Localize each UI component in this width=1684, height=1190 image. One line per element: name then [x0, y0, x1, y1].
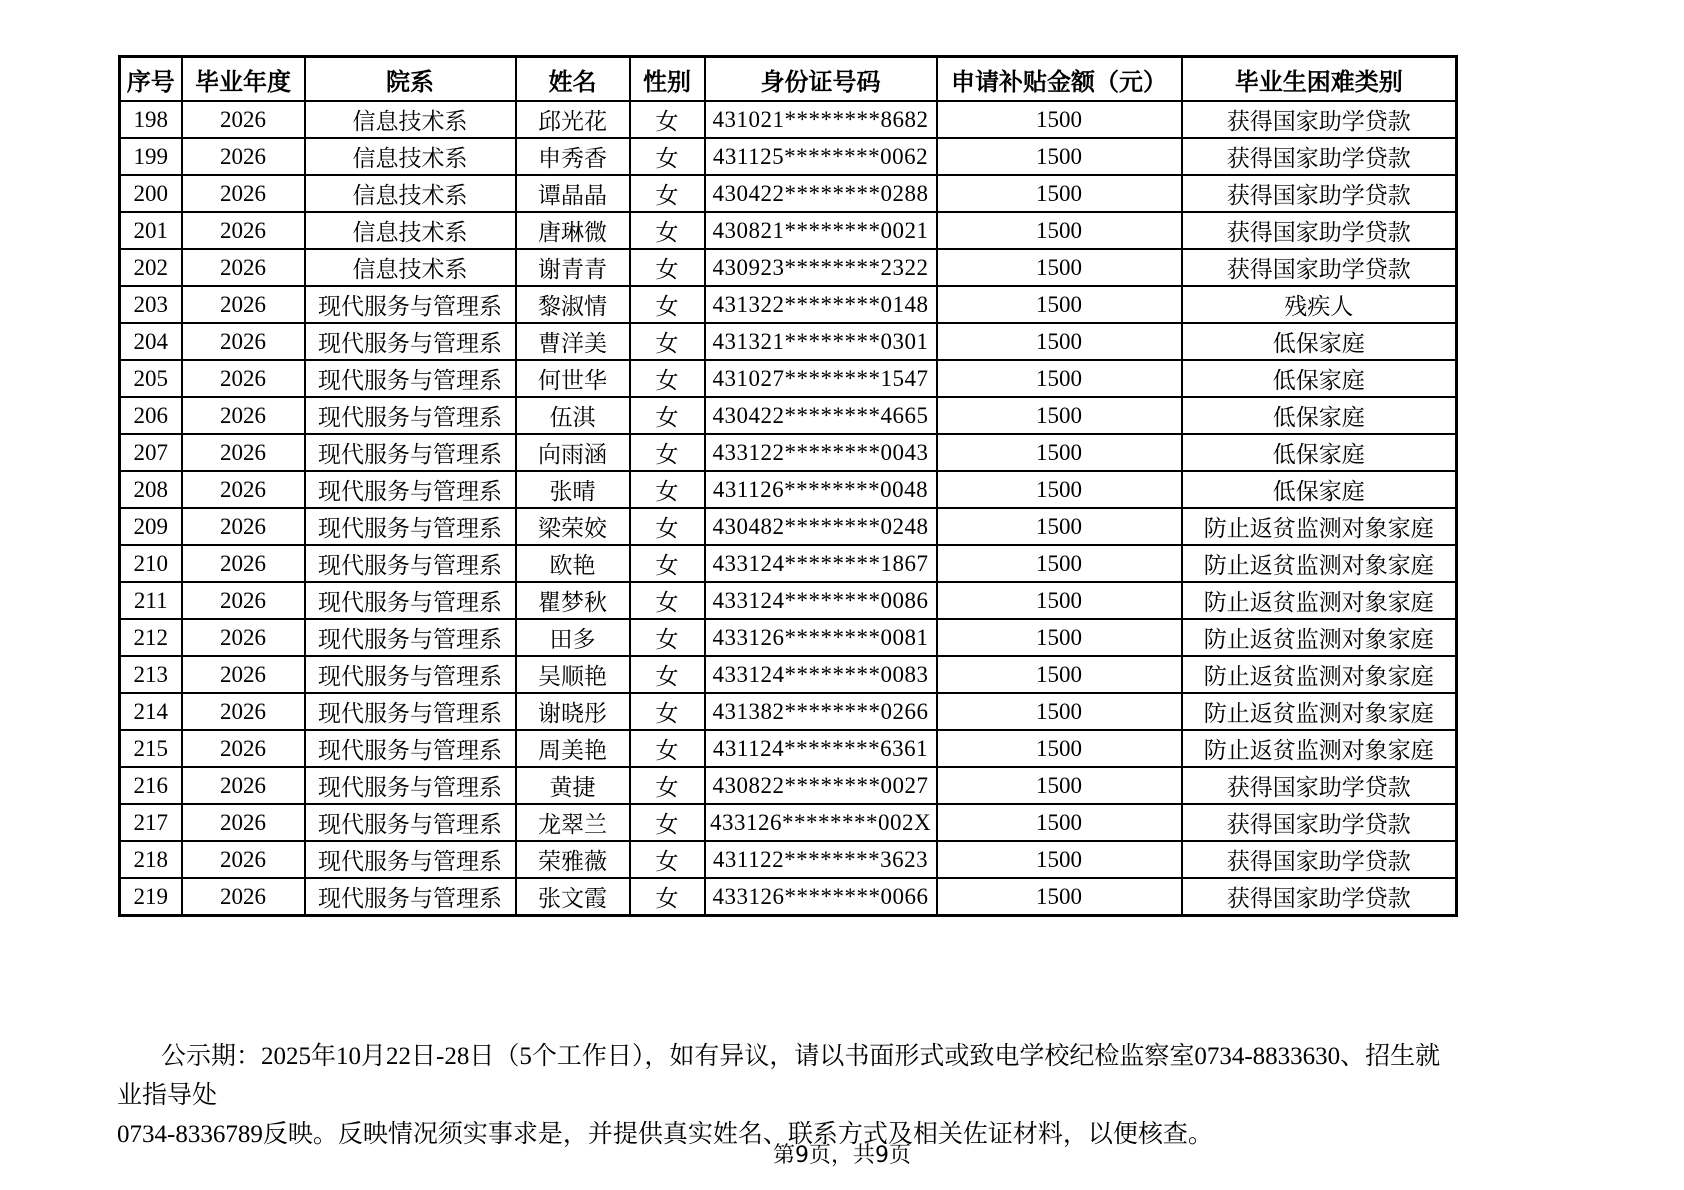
cell-name: 黄捷 — [516, 767, 630, 804]
cell-dept: 现代服务与管理系 — [305, 471, 516, 508]
cell-name: 梁荣姣 — [516, 508, 630, 545]
cell-gender: 女 — [630, 138, 705, 175]
cell-category: 防止返贫监测对象家庭 — [1182, 508, 1457, 545]
cell-seq: 210 — [120, 545, 182, 582]
cell-category: 获得国家助学贷款 — [1182, 212, 1457, 249]
cell-id: 431321********0301 — [705, 323, 937, 360]
table-row — [120, 619, 1457, 656]
cell-dept: 现代服务与管理系 — [305, 619, 516, 656]
cell-amount: 1500 — [937, 767, 1182, 804]
cell-name: 申秀香 — [516, 138, 630, 175]
cell-amount: 1500 — [937, 693, 1182, 730]
cell-amount: 1500 — [937, 730, 1182, 767]
cell-year: 2026 — [182, 619, 305, 656]
cell-category: 残疾人 — [1182, 286, 1457, 323]
cell-id: 430821********0021 — [705, 212, 937, 249]
cell-category: 低保家庭 — [1182, 360, 1457, 397]
cell-amount: 1500 — [937, 471, 1182, 508]
cell-amount: 1500 — [937, 323, 1182, 360]
cell-category: 低保家庭 — [1182, 397, 1457, 434]
cell-seq: 211 — [120, 582, 182, 619]
table-header-row — [120, 57, 1457, 102]
table-row — [120, 175, 1457, 212]
cell-category: 防止返贫监测对象家庭 — [1182, 693, 1457, 730]
cell-id: 431124********6361 — [705, 730, 937, 767]
cell-name: 唐琳微 — [516, 212, 630, 249]
cell-gender: 女 — [630, 582, 705, 619]
cell-amount: 1500 — [937, 212, 1182, 249]
cell-name: 周美艳 — [516, 730, 630, 767]
cell-seq: 198 — [120, 101, 182, 138]
cell-amount: 1500 — [937, 841, 1182, 878]
table-row — [120, 693, 1457, 730]
cell-year: 2026 — [182, 693, 305, 730]
cell-seq: 204 — [120, 323, 182, 360]
cell-dept: 现代服务与管理系 — [305, 508, 516, 545]
cell-seq: 213 — [120, 656, 182, 693]
column-header-id: 身份证号码 — [705, 57, 937, 102]
cell-year: 2026 — [182, 508, 305, 545]
cell-gender: 女 — [630, 101, 705, 138]
cell-id: 431382********0266 — [705, 693, 937, 730]
cell-name: 张文霞 — [516, 878, 630, 916]
cell-gender: 女 — [630, 878, 705, 916]
cell-amount: 1500 — [937, 434, 1182, 471]
cell-name: 曹洋美 — [516, 323, 630, 360]
cell-gender: 女 — [630, 508, 705, 545]
cell-dept: 现代服务与管理系 — [305, 878, 516, 916]
table-row — [120, 286, 1457, 323]
cell-name: 伍淇 — [516, 397, 630, 434]
cell-gender: 女 — [630, 471, 705, 508]
cell-category: 防止返贫监测对象家庭 — [1182, 619, 1457, 656]
cell-id: 431122********3623 — [705, 841, 937, 878]
table-row — [120, 508, 1457, 545]
cell-dept: 现代服务与管理系 — [305, 545, 516, 582]
cell-dept: 现代服务与管理系 — [305, 582, 516, 619]
column-header-seq: 序号 — [120, 57, 182, 102]
cell-dept: 信息技术系 — [305, 138, 516, 175]
cell-id: 433126********0066 — [705, 878, 937, 916]
cell-year: 2026 — [182, 730, 305, 767]
cell-dept: 现代服务与管理系 — [305, 767, 516, 804]
cell-category: 防止返贫监测对象家庭 — [1182, 582, 1457, 619]
cell-seq: 212 — [120, 619, 182, 656]
cell-id: 433124********1867 — [705, 545, 937, 582]
cell-seq: 205 — [120, 360, 182, 397]
cell-year: 2026 — [182, 212, 305, 249]
cell-amount: 1500 — [937, 878, 1182, 916]
cell-seq: 217 — [120, 804, 182, 841]
cell-gender: 女 — [630, 767, 705, 804]
table-row — [120, 101, 1457, 138]
cell-category: 获得国家助学贷款 — [1182, 175, 1457, 212]
cell-year: 2026 — [182, 249, 305, 286]
cell-year: 2026 — [182, 545, 305, 582]
cell-gender: 女 — [630, 619, 705, 656]
cell-seq: 203 — [120, 286, 182, 323]
cell-name: 田多 — [516, 619, 630, 656]
table-row — [120, 767, 1457, 804]
cell-seq: 216 — [120, 767, 182, 804]
cell-year: 2026 — [182, 175, 305, 212]
cell-year: 2026 — [182, 656, 305, 693]
cell-year: 2026 — [182, 397, 305, 434]
cell-id: 430822********0027 — [705, 767, 937, 804]
cell-amount: 1500 — [937, 545, 1182, 582]
cell-category: 防止返贫监测对象家庭 — [1182, 730, 1457, 767]
cell-gender: 女 — [630, 656, 705, 693]
cell-name: 龙翠兰 — [516, 804, 630, 841]
cell-name: 瞿梦秋 — [516, 582, 630, 619]
notice-line-1: 公示期：2025年10月22日-28日（5个工作日），如有异议，请以书面形式或致电学校纪检监察室0734-8833630、招生就业指导处 — [117, 1043, 1441, 1109]
cell-year: 2026 — [182, 323, 305, 360]
cell-amount: 1500 — [937, 175, 1182, 212]
cell-id: 431322********0148 — [705, 286, 937, 323]
cell-id: 431027********1547 — [705, 360, 937, 397]
cell-id: 433124********0083 — [705, 656, 937, 693]
subsidy-applicants-table — [118, 55, 1458, 917]
cell-year: 2026 — [182, 841, 305, 878]
cell-gender: 女 — [630, 360, 705, 397]
cell-amount: 1500 — [937, 656, 1182, 693]
cell-seq: 219 — [120, 878, 182, 916]
cell-year: 2026 — [182, 138, 305, 175]
cell-amount: 1500 — [937, 138, 1182, 175]
cell-name: 吴顺艳 — [516, 656, 630, 693]
cell-seq: 207 — [120, 434, 182, 471]
column-header-name: 姓名 — [516, 57, 630, 102]
cell-dept: 现代服务与管理系 — [305, 323, 516, 360]
column-header-dept: 院系 — [305, 57, 516, 102]
cell-seq: 199 — [120, 138, 182, 175]
cell-amount: 1500 — [937, 619, 1182, 656]
cell-id: 433124********0086 — [705, 582, 937, 619]
cell-category: 获得国家助学贷款 — [1182, 878, 1457, 916]
cell-id: 433122********0043 — [705, 434, 937, 471]
table-row — [120, 249, 1457, 286]
cell-gender: 女 — [630, 249, 705, 286]
cell-seq: 214 — [120, 693, 182, 730]
table-row — [120, 212, 1457, 249]
cell-dept: 现代服务与管理系 — [305, 656, 516, 693]
cell-gender: 女 — [630, 212, 705, 249]
page-number: 第9页，共9页 — [773, 1143, 911, 1168]
cell-amount: 1500 — [937, 249, 1182, 286]
cell-name: 向雨涵 — [516, 434, 630, 471]
cell-year: 2026 — [182, 878, 305, 916]
column-header-gender: 性别 — [630, 57, 705, 102]
column-header-category: 毕业生困难类别 — [1182, 57, 1457, 102]
cell-gender: 女 — [630, 730, 705, 767]
cell-year: 2026 — [182, 804, 305, 841]
cell-category: 防止返贫监测对象家庭 — [1182, 656, 1457, 693]
cell-category: 获得国家助学贷款 — [1182, 804, 1457, 841]
cell-amount: 1500 — [937, 804, 1182, 841]
cell-id: 431126********0048 — [705, 471, 937, 508]
cell-name: 谢晓彤 — [516, 693, 630, 730]
cell-id: 433126********002X — [705, 804, 937, 841]
cell-seq: 215 — [120, 730, 182, 767]
cell-year: 2026 — [182, 101, 305, 138]
table-row — [120, 138, 1457, 175]
table-row — [120, 434, 1457, 471]
cell-category: 获得国家助学贷款 — [1182, 138, 1457, 175]
table-row — [120, 397, 1457, 434]
cell-id: 430422********0288 — [705, 175, 937, 212]
table-row — [120, 841, 1457, 878]
table-row — [120, 545, 1457, 582]
cell-seq: 206 — [120, 397, 182, 434]
cell-year: 2026 — [182, 286, 305, 323]
column-header-amount: 申请补贴金额（元） — [937, 57, 1182, 102]
cell-id: 430422********4665 — [705, 397, 937, 434]
cell-year: 2026 — [182, 360, 305, 397]
cell-amount: 1500 — [937, 101, 1182, 138]
cell-name: 荣雅薇 — [516, 841, 630, 878]
cell-amount: 1500 — [937, 582, 1182, 619]
cell-name: 邱光花 — [516, 101, 630, 138]
cell-name: 黎淑情 — [516, 286, 630, 323]
cell-category: 获得国家助学贷款 — [1182, 249, 1457, 286]
cell-id: 430482********0248 — [705, 508, 937, 545]
cell-gender: 女 — [630, 545, 705, 582]
cell-category: 防止返贫监测对象家庭 — [1182, 545, 1457, 582]
table-row — [120, 471, 1457, 508]
cell-dept: 信息技术系 — [305, 101, 516, 138]
cell-dept: 现代服务与管理系 — [305, 286, 516, 323]
cell-gender: 女 — [630, 804, 705, 841]
cell-id: 431021********8682 — [705, 101, 937, 138]
cell-category: 获得国家助学贷款 — [1182, 841, 1457, 878]
table-row — [120, 730, 1457, 767]
column-header-year: 毕业年度 — [182, 57, 305, 102]
cell-seq: 209 — [120, 508, 182, 545]
cell-dept: 现代服务与管理系 — [305, 434, 516, 471]
cell-amount: 1500 — [937, 360, 1182, 397]
cell-dept: 信息技术系 — [305, 175, 516, 212]
cell-seq: 202 — [120, 249, 182, 286]
cell-seq: 218 — [120, 841, 182, 878]
cell-gender: 女 — [630, 323, 705, 360]
table-row — [120, 804, 1457, 841]
cell-category: 低保家庭 — [1182, 323, 1457, 360]
cell-dept: 现代服务与管理系 — [305, 360, 516, 397]
notice-line-2: 0734-8336789反映。反映情况须实事求是，并提供真实姓名、联系方式及相关佐证材料，以便核查。 — [117, 1121, 1213, 1148]
cell-amount: 1500 — [937, 286, 1182, 323]
cell-year: 2026 — [182, 471, 305, 508]
cell-amount: 1500 — [937, 508, 1182, 545]
public-notice-paragraph — [117, 1037, 1462, 1154]
cell-id: 430923********2322 — [705, 249, 937, 286]
cell-gender: 女 — [630, 175, 705, 212]
cell-name: 何世华 — [516, 360, 630, 397]
cell-dept: 现代服务与管理系 — [305, 397, 516, 434]
cell-amount: 1500 — [937, 397, 1182, 434]
cell-category: 低保家庭 — [1182, 471, 1457, 508]
table-row — [120, 360, 1457, 397]
cell-dept: 现代服务与管理系 — [305, 730, 516, 767]
cell-gender: 女 — [630, 693, 705, 730]
cell-seq: 201 — [120, 212, 182, 249]
cell-category: 获得国家助学贷款 — [1182, 767, 1457, 804]
cell-id: 433126********0081 — [705, 619, 937, 656]
cell-name: 谭晶晶 — [516, 175, 630, 212]
cell-dept: 现代服务与管理系 — [305, 804, 516, 841]
table-row — [120, 878, 1457, 916]
cell-year: 2026 — [182, 767, 305, 804]
cell-gender: 女 — [630, 286, 705, 323]
cell-name: 张晴 — [516, 471, 630, 508]
cell-name: 欧艳 — [516, 545, 630, 582]
cell-gender: 女 — [630, 397, 705, 434]
cell-year: 2026 — [182, 582, 305, 619]
cell-gender: 女 — [630, 841, 705, 878]
cell-dept: 现代服务与管理系 — [305, 693, 516, 730]
cell-dept: 现代服务与管理系 — [305, 841, 516, 878]
cell-name: 谢青青 — [516, 249, 630, 286]
cell-dept: 信息技术系 — [305, 249, 516, 286]
table-row — [120, 656, 1457, 693]
cell-category: 获得国家助学贷款 — [1182, 101, 1457, 138]
cell-id: 431125********0062 — [705, 138, 937, 175]
cell-year: 2026 — [182, 434, 305, 471]
cell-category: 低保家庭 — [1182, 434, 1457, 471]
table-row — [120, 582, 1457, 619]
cell-dept: 信息技术系 — [305, 212, 516, 249]
cell-seq: 200 — [120, 175, 182, 212]
cell-gender: 女 — [630, 434, 705, 471]
cell-seq: 208 — [120, 471, 182, 508]
table-row — [120, 323, 1457, 360]
